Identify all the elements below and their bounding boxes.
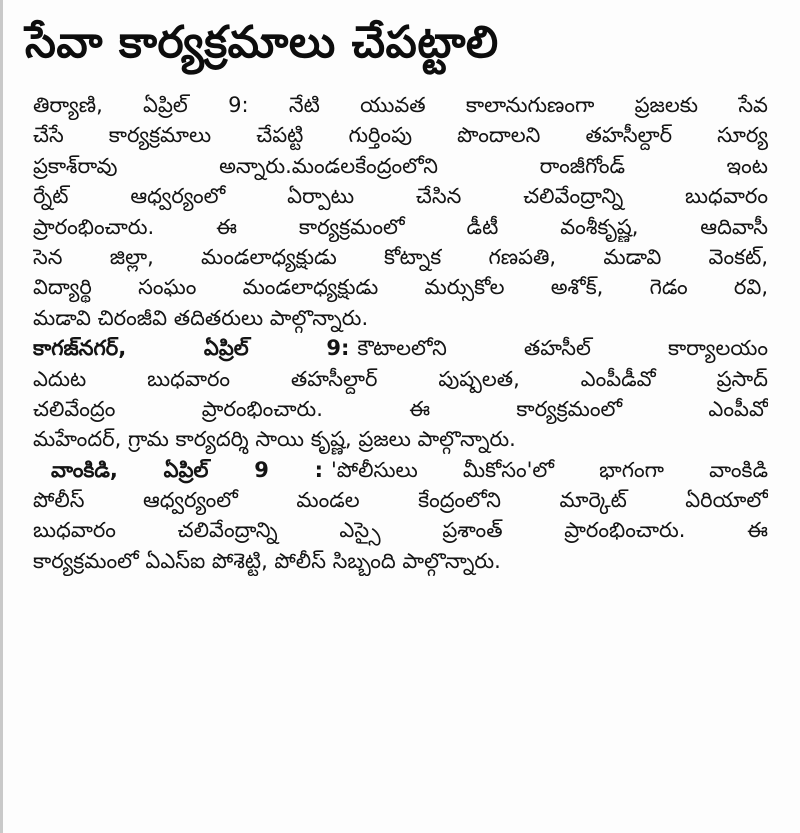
paragraph-1-line-7: విద్యార్థి సంఘం మండలాధ్యక్షుడు మర్సుకోల అశోక్, గెడం రవి,: [33, 275, 768, 300]
paragraph-1-line-8: మడావి చిరంజీవి తదితరులు పాల్గొన్నారు.: [33, 305, 369, 330]
paragraph-3-line-1: [33, 455, 768, 485]
paragraph-3-line-1-text: 'పోలీసులు మీకోసం'లో భాగంగా వాంకిడి: [331, 457, 768, 482]
dateline-wankidi: వాంకిడి, ఏప్రిల్ 9 :: [51, 457, 323, 482]
paragraph-2-line-4: మహేందర్, గ్రామ కార్యదర్శి సాయి కృష్ణ, ప్రజలు పాల్గొన్నారు.: [33, 427, 516, 452]
paragraph-1-line-6: సెన జిల్లా, మండలాధ్యక్షుడు కోట్నాక గణపతి, మడావి వెంకట్,: [33, 244, 768, 269]
paragraph-1-line-4: ర్నేట్ ఆధ్వర్యంలో ఏర్పాటు చేసిన చలివేంద్రాన్ని బుధవారం: [33, 184, 768, 209]
paragraph-1-line-2: చేసే కార్యక్రమాలు చేపట్టి గుర్తింపు పొందాలని తహసీల్దార్ సూర్య: [33, 123, 768, 148]
paragraph-1-line-3: ప్రకాశ్‌రావు అన్నారు.మండలకేంద్రంలోని రాంజీగోండ్ ఇంట: [33, 153, 768, 178]
article-body: [33, 90, 768, 576]
paragraph-3-line-2: పోలీస్ ఆధ్వర్యంలో మండల కేంద్రంలోని మార్కెట్ ఏరియాలో: [33, 488, 768, 513]
dateline-kagaznagar: కాగజ్‌నగర్, ఏప్రిల్ 9:: [33, 336, 350, 361]
paragraph-1-line-1: తిర్యాణి, ఏప్రిల్ 9: నేటి యువత కాలానుగుణంగా ప్రజలకు సేవ: [33, 93, 768, 117]
paragraph-2-line-2: ఎదుట బుధవారం తహసీల్దార్ పుష్పలత, ఎంపీడీవో ప్రసాద్: [33, 366, 768, 391]
paragraph-2-line-3: చలివేంద్రం ప్రారంభించారు. ఈ కార్యక్రమంలో ఎంపీవో: [33, 396, 768, 421]
paragraph-3-line-4: కార్యక్రమంలో ఏఎస్ఐ పోశెట్టి, పోలీస్ సిబ్బంది పాల్గొన్నారు.: [33, 548, 501, 573]
paragraph-3-line-3: బుధవారం చలివేంద్రాన్ని ఎస్సై ప్రశాంత్ ప్రారంభించారు. ఈ: [33, 518, 768, 543]
paragraph-1-line-5: ప్రారంభించారు. ఈ కార్యక్రమంలో డీటీ వంశీకృష్ణ, ఆదివాసీ: [33, 214, 768, 239]
paragraph-2-line-1: [33, 333, 768, 363]
paragraph-2-line-1-text: కౌటాలలోని తహసీల్ కార్యాలయం: [357, 336, 768, 361]
headline: సేవా కార్యక్రమాలు చేపట్టాలి: [25, 17, 499, 68]
